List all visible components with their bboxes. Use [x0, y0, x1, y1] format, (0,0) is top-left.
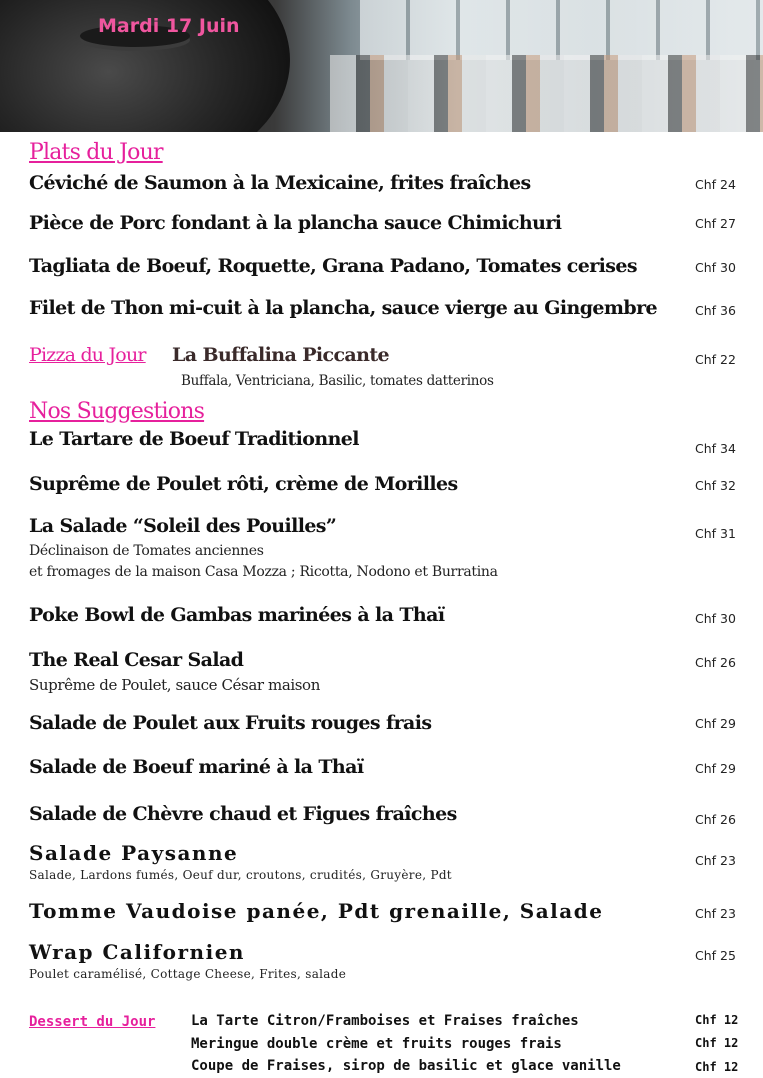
dish-name: The Real Cesar Salad — [29, 649, 244, 671]
dish-name: La Salade “Soleil des Pouilles” — [29, 515, 337, 537]
dish-price: Chf 32 — [695, 478, 736, 493]
dish-description: Salade, Lardons fumés, Oeuf dur, croutons, crudités, Gruyère, Pdt — [29, 868, 452, 882]
dish-description: et fromages de la maison Casa Mozza ; Ricotta, Nodono et Burratina — [29, 564, 498, 580]
dish-price: Chf 26 — [695, 812, 736, 827]
dish-name: Le Tartare de Boeuf Traditionnel — [29, 428, 359, 450]
dish-name: Salade de Poulet aux Fruits rouges frais — [29, 712, 432, 734]
pizza-name: La Buffalina Piccante — [172, 344, 390, 366]
pizza-price: Chf 22 — [695, 352, 736, 367]
dessert-price: Chf 12 — [695, 1060, 739, 1074]
dish-price: Chf 23 — [695, 853, 736, 868]
dish-price: Chf 30 — [695, 260, 736, 275]
dish-name: Pièce de Porc fondant à la plancha sauce Chimichuri — [29, 212, 562, 234]
dish-price: Chf 29 — [695, 716, 736, 731]
dish-price: Chf 26 — [695, 655, 736, 670]
dish-description: Déclinaison de Tomates anciennes — [29, 543, 264, 559]
dish-price: Chf 24 — [695, 177, 736, 192]
dish-description: Poulet caramélisé, Cottage Cheese, Frites, salade — [29, 967, 347, 981]
dish-price: Chf 23 — [695, 906, 736, 921]
dish-name: Tomme Vaudoise panée, Pdt grenaille, Salade — [29, 899, 604, 923]
dish-name: Poke Bowl de Gambas marinées à la Thaï — [29, 604, 445, 626]
dessert-name: La Tarte Citron/Framboises et Fraises fraîches — [191, 1013, 579, 1029]
terrace-photo — [330, 55, 763, 132]
dessert-price: Chf 12 — [695, 1013, 739, 1027]
section-title-plats: Plats du Jour — [29, 140, 163, 165]
dish-name: Salade Paysanne — [29, 841, 239, 865]
dish-name: Salade de Chèvre chaud et Figues fraîches — [29, 803, 457, 825]
menu-date: Mardi 17 Juin — [98, 15, 240, 37]
dish-name: Wrap Californien — [29, 940, 245, 964]
dish-price: Chf 34 — [695, 441, 736, 456]
dish-name: Filet de Thon mi-cuit à la plancha, sauce vierge au Gingembre — [29, 297, 657, 319]
dish-name: Suprême de Poulet rôti, crème de Morilles — [29, 473, 458, 495]
dish-price: Chf 30 — [695, 611, 736, 626]
dish-price: Chf 27 — [695, 216, 736, 231]
pizza-description: Buffala, Ventriciana, Basilic, tomates datterinos — [181, 373, 494, 389]
section-title-dessert: Dessert du Jour — [29, 1014, 156, 1030]
dish-name: Tagliata de Boeuf, Roquette, Grana Padano, Tomates cerises — [29, 255, 637, 277]
dish-description: Suprême de Poulet, sauce César maison — [29, 676, 320, 694]
section-title-pizza: Pizza du Jour — [29, 344, 146, 366]
dish-name: Salade de Boeuf mariné à la Thaï — [29, 756, 364, 778]
section-title-suggestions: Nos Suggestions — [29, 399, 205, 424]
dish-name: Céviché de Saumon à la Mexicaine, frites fraîches — [29, 172, 531, 194]
dessert-name: Coupe de Fraises, sirop de basilic et glace vanille — [191, 1058, 621, 1074]
dish-price: Chf 29 — [695, 761, 736, 776]
dish-price: Chf 31 — [695, 526, 736, 541]
dessert-price: Chf 12 — [695, 1036, 739, 1050]
terrace-windows — [360, 0, 763, 60]
dish-price: Chf 25 — [695, 948, 736, 963]
dessert-name: Meringue double crème et fruits rouges frais — [191, 1036, 562, 1052]
dish-price: Chf 36 — [695, 303, 736, 318]
